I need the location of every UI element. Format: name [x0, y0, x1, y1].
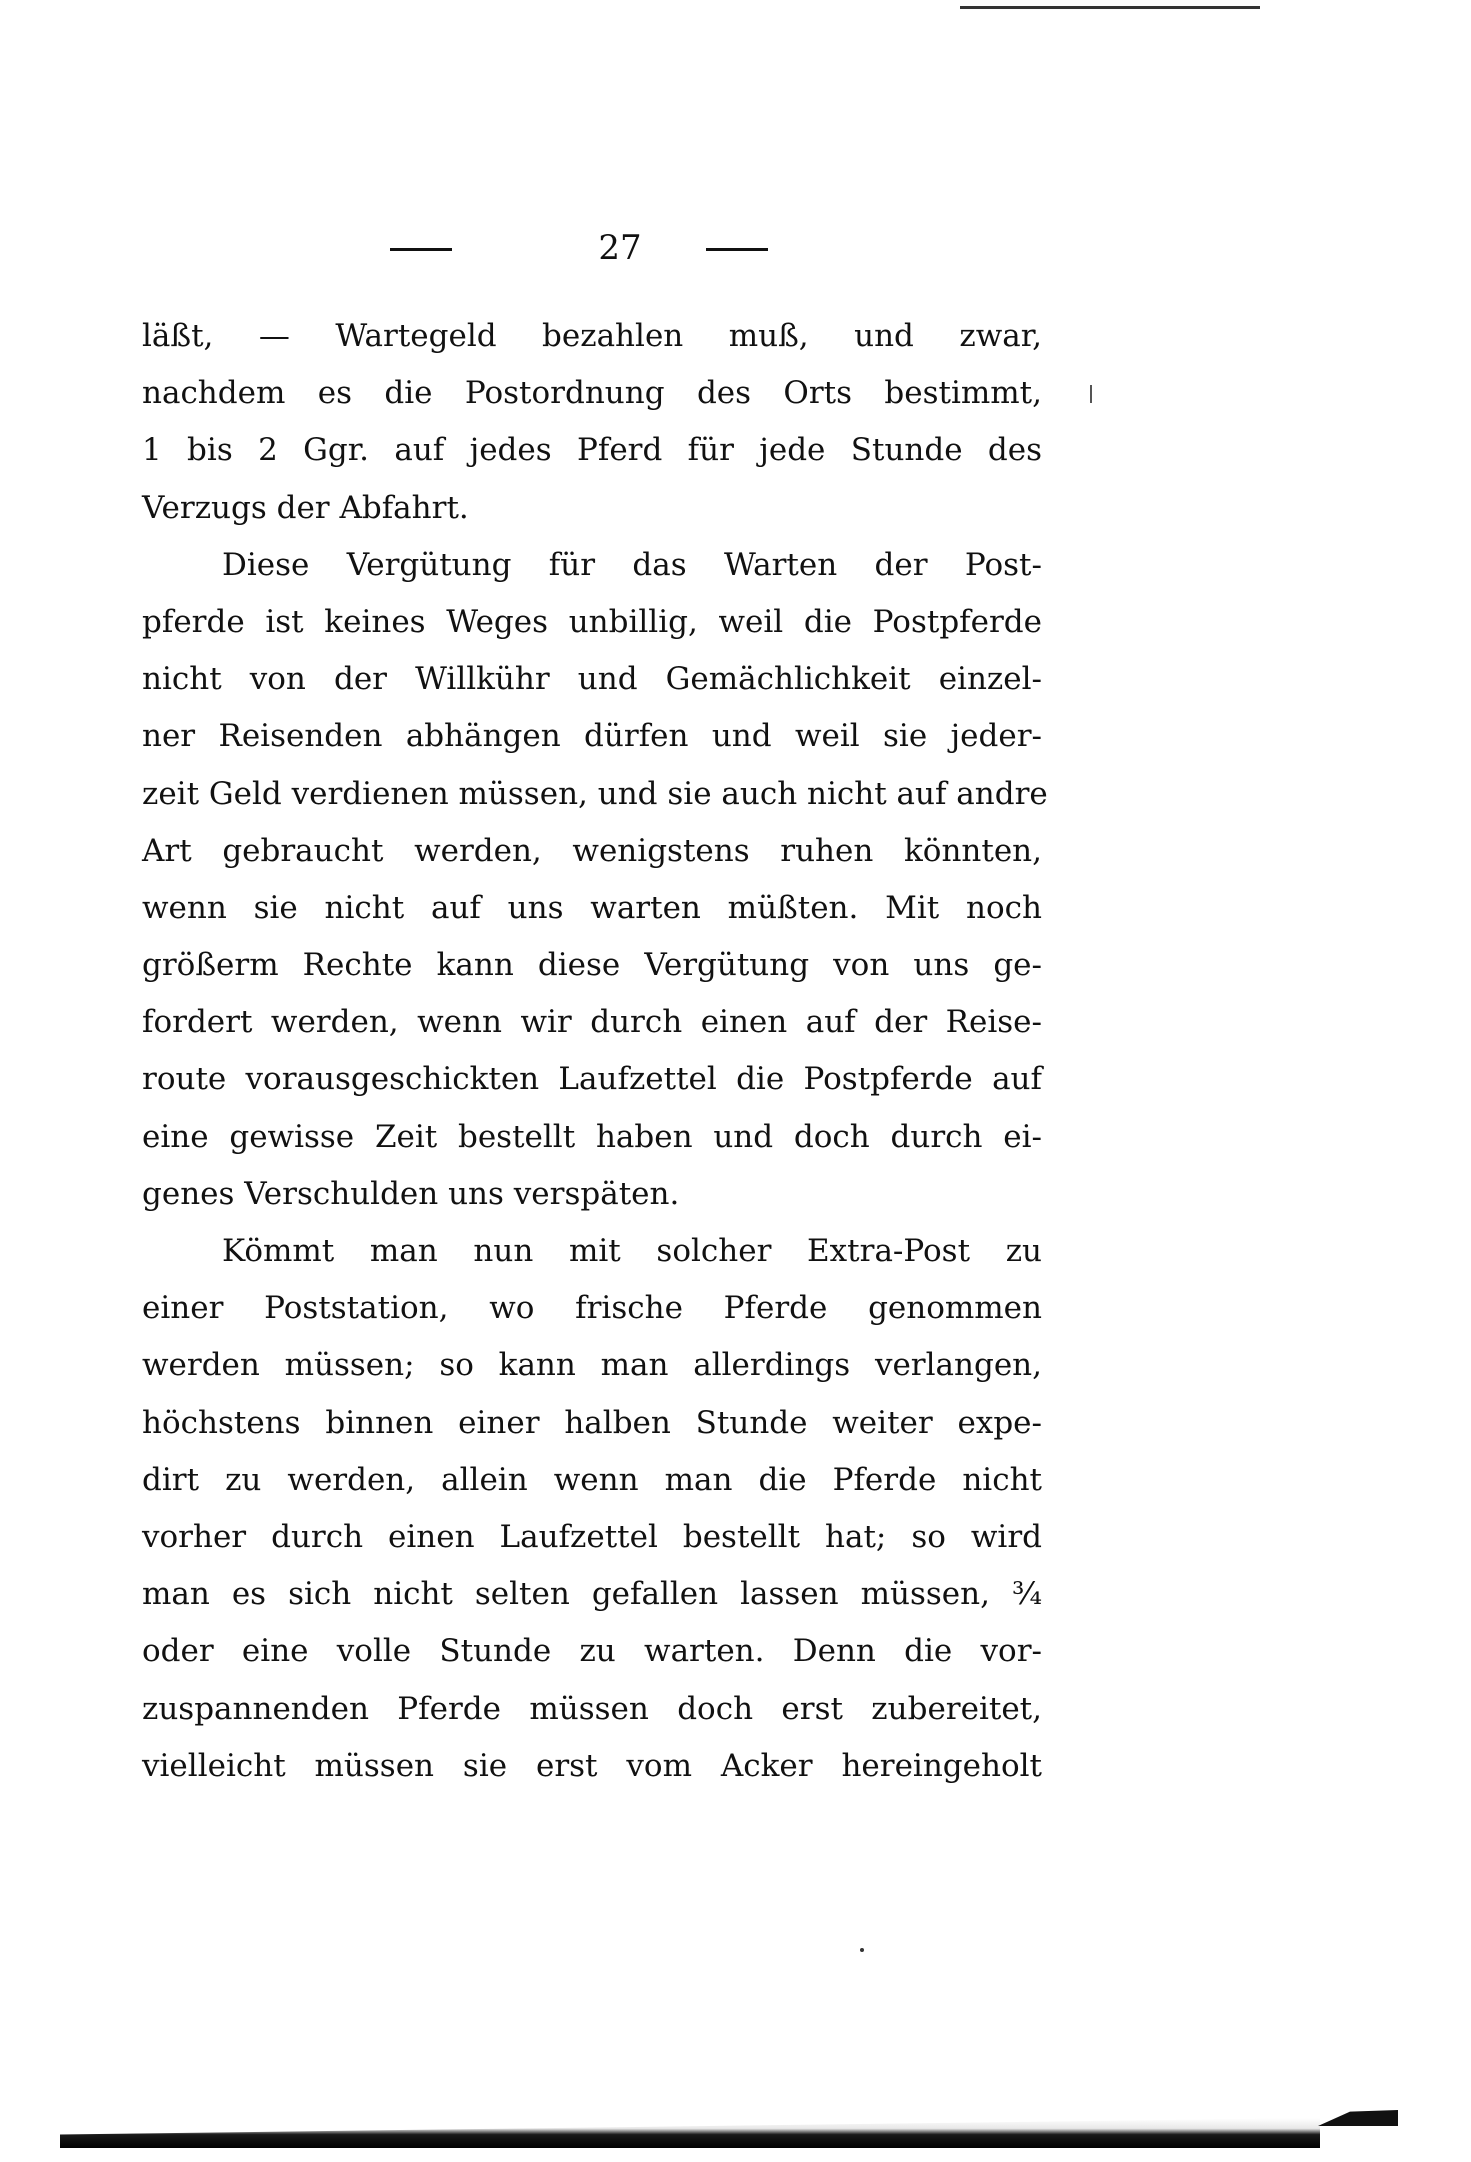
text-line: läßt, — Wartegeld bezahlen muß, und zwar, [142, 318, 1042, 354]
header-dash-right [706, 248, 768, 251]
text-line: man es sich nicht selten gefallen lassen müssen, ¾ [142, 1576, 1042, 1613]
text-line: eine gewisse Zeit bestellt haben und doch durch ei- [142, 1118, 1042, 1155]
text-line: Kömmt man nun mit solcher Extra-Post zu [222, 1233, 1042, 1269]
text-line: pferde ist keines Weges unbillig, weil die Postpferde [142, 603, 1042, 640]
page-number: 27 [598, 228, 642, 268]
text-line: vorher durch einen Laufzettel bestellt hat; so wird [142, 1518, 1042, 1555]
text-line: nicht von der Willkühr und Gemächlichkeit einzel- [142, 661, 1042, 698]
text-line: dirt zu werden, allein wenn man die Pferde nicht [142, 1461, 1042, 1498]
text-line: wenn sie nicht auf uns warten müßten. Mit noch [142, 889, 1042, 926]
text-line: werden müssen; so kann man allerdings verlangen, [142, 1347, 1042, 1384]
scan-corner-mark [1318, 2110, 1398, 2126]
text-line: route vorausgeschickten Laufzettel die Postpferde auf [142, 1061, 1042, 1098]
text-line: größerm Rechte kann diese Vergütung von uns ge- [142, 947, 1042, 984]
scan-edge-line [960, 6, 1260, 9]
header-dash-left [390, 248, 452, 251]
text-line: Diese Vergütung für das Warten der Post- [222, 546, 1042, 583]
text-line: zuspannenden Pferde müssen doch erst zubereitet, [142, 1690, 1042, 1727]
scan-mark [1090, 385, 1092, 403]
text-line: Verzugs der Abfahrt. [142, 489, 469, 526]
text-line: Art gebraucht werden, wenigstens ruhen könnten, [142, 832, 1042, 869]
text-line: zeit Geld verdienen müssen, und sie auch nicht auf andre [142, 775, 1048, 812]
text-line: höchstens binnen einer halben Stunde weiter expe- [142, 1404, 1042, 1441]
page-header [0, 228, 1471, 268]
text-line: einer Poststation, wo frische Pferde genommen [142, 1290, 1042, 1327]
text-line: 1 bis 2 Ggr. auf jedes Pferd für jede Stunde des [142, 432, 1042, 469]
text-line: oder eine volle Stunde zu warten. Denn die vor- [142, 1633, 1042, 1670]
scan-bottom-edge [60, 2118, 1320, 2148]
text-line: nachdem es die Postordnung des Orts bestimmt, [142, 375, 1042, 412]
text-line: fordert werden, wenn wir durch einen auf der Reise- [142, 1004, 1042, 1041]
body-text [142, 308, 1048, 1795]
text-line: ner Reisenden abhängen dürfen und weil sie jeder- [142, 718, 1042, 755]
text-line: vielleicht müssen sie erst vom Acker hereingeholt [142, 1747, 1042, 1784]
text-line: genes Verschulden uns verspäten. [142, 1175, 680, 1212]
scan-speck [860, 1948, 864, 1952]
